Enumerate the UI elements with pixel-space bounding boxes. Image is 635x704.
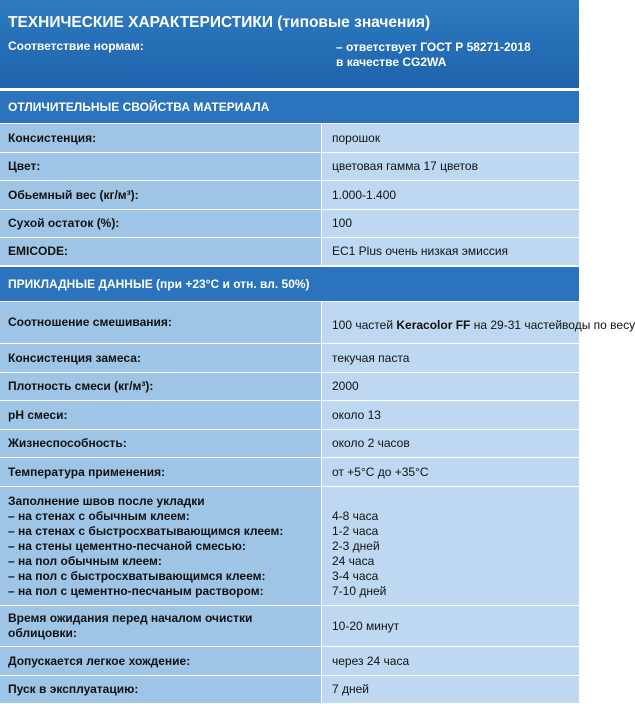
spec-title: ТЕХНИЧЕСКИЕ ХАРАКТЕРИСТИКИ (типовые значения) <box>8 14 431 31</box>
table-row <box>0 344 579 373</box>
table-row <box>0 302 635 344</box>
properties-table <box>0 124 579 266</box>
joints-item-value: 3-4 часа <box>332 569 379 583</box>
mix-ratio-post: на 29-31 частей <box>470 317 563 332</box>
row-label <box>0 606 321 646</box>
row-label: Обьемный вес (кг/м³): <box>0 181 321 209</box>
row-value: 10-20 минут <box>321 606 579 646</box>
joints-item-value: 2-3 дней <box>332 539 380 553</box>
table-row <box>0 676 579 704</box>
norm-label: Соответствие нормам: <box>8 39 144 53</box>
joints-values <box>321 487 579 605</box>
joints-label <box>0 487 321 605</box>
table-row <box>0 647 579 676</box>
joints-item-value: 1-2 часа <box>332 524 379 538</box>
row-label: EMICODE: <box>0 238 321 265</box>
row-label: pH смеси: <box>0 401 321 429</box>
product-name: Keracolor FF <box>396 317 471 332</box>
application-table <box>0 302 635 704</box>
joints-item-label: – на пол с цементно-песчаным раствором: <box>8 584 264 598</box>
row-label: Соотношение смешивания: <box>0 302 321 343</box>
mix-ratio-line-1 <box>332 318 562 333</box>
row-value: цветовая гамма 17 цветов <box>321 153 579 180</box>
row-value: 7 дней <box>321 676 579 703</box>
row-value: около 2 часов <box>321 430 579 457</box>
joints-item-label: – на стенах с быстросхватывающимся клеем: <box>8 524 284 538</box>
row-value: 100 <box>321 210 579 237</box>
row-value: порошок <box>321 124 579 152</box>
row-value <box>321 302 635 343</box>
norm-value <box>336 39 531 69</box>
row-value: EC1 Plus очень низкая эмиссия <box>321 238 579 265</box>
joints-item-label: – на пол с быстросхватывающимся клеем: <box>8 569 266 583</box>
joints-heading: Заполнение швов после укладки <box>8 494 205 508</box>
row-label: Цвет: <box>0 153 321 180</box>
row-label: Консистенция замеса: <box>0 344 321 372</box>
table-row <box>0 373 579 401</box>
row-label: Консистенция: <box>0 124 321 152</box>
row-label: Плотность смеси (кг/м³): <box>0 373 321 400</box>
norm-value-line-1: – ответствует ГОСТ Р 58271-2018 <box>336 40 531 54</box>
row-value: 1.000-1.400 <box>321 181 579 209</box>
table-row <box>0 238 579 266</box>
section-title-properties: ОТЛИЧИТЕЛЬНЫЕ СВОЙСТВА МАТЕРИАЛА <box>0 88 579 124</box>
joints-item-label: – на пол обычным клеем: <box>8 554 162 568</box>
table-row <box>0 401 579 430</box>
joints-item-label: – на стенах с обычным клеем: <box>8 509 190 523</box>
joints-item-label: – на стены цементно-песчаной смесью: <box>8 539 246 553</box>
norm-value-line-2: в качестве CG2WA <box>336 55 447 69</box>
joints-item-value: 7-10 дней <box>332 584 387 598</box>
table-row <box>0 458 579 487</box>
mix-ratio-line-2: воды по весу <box>562 317 635 332</box>
row-label: Пуск в эксплуатацию: <box>0 676 321 703</box>
wait-label-line-1: Время ожидания перед началом очистки <box>8 611 253 625</box>
joints-item-value: 4-8 часа <box>332 509 379 523</box>
table-row <box>0 210 579 238</box>
table-row <box>0 606 579 647</box>
table-row <box>0 153 579 181</box>
row-label: Температура применения: <box>0 458 321 486</box>
row-label: Допускается легкое хождение: <box>0 647 321 675</box>
wait-label-line-2: облицовки: <box>8 626 77 640</box>
row-label: Сухой остаток (%): <box>0 210 321 237</box>
section-title-application: ПРИКЛАДНЫЕ ДАННЫЕ (при +23°C и отн. вл. 50%) <box>0 266 579 302</box>
joints-item-value: 24 часа <box>332 554 375 568</box>
row-value: через 24 часа <box>321 647 579 675</box>
row-label: Жизнеспособность: <box>0 430 321 457</box>
row-value: текучая паста <box>321 344 579 372</box>
spec-header <box>0 0 579 88</box>
row-value: около 13 <box>321 401 579 429</box>
row-value: 2000 <box>321 373 579 400</box>
mix-ratio-pre: 100 частей <box>332 317 397 332</box>
row-value: от +5°C до +35°C <box>321 458 579 486</box>
table-row <box>0 124 579 153</box>
table-row <box>0 181 579 210</box>
table-row <box>0 487 579 606</box>
table-row <box>0 430 579 458</box>
